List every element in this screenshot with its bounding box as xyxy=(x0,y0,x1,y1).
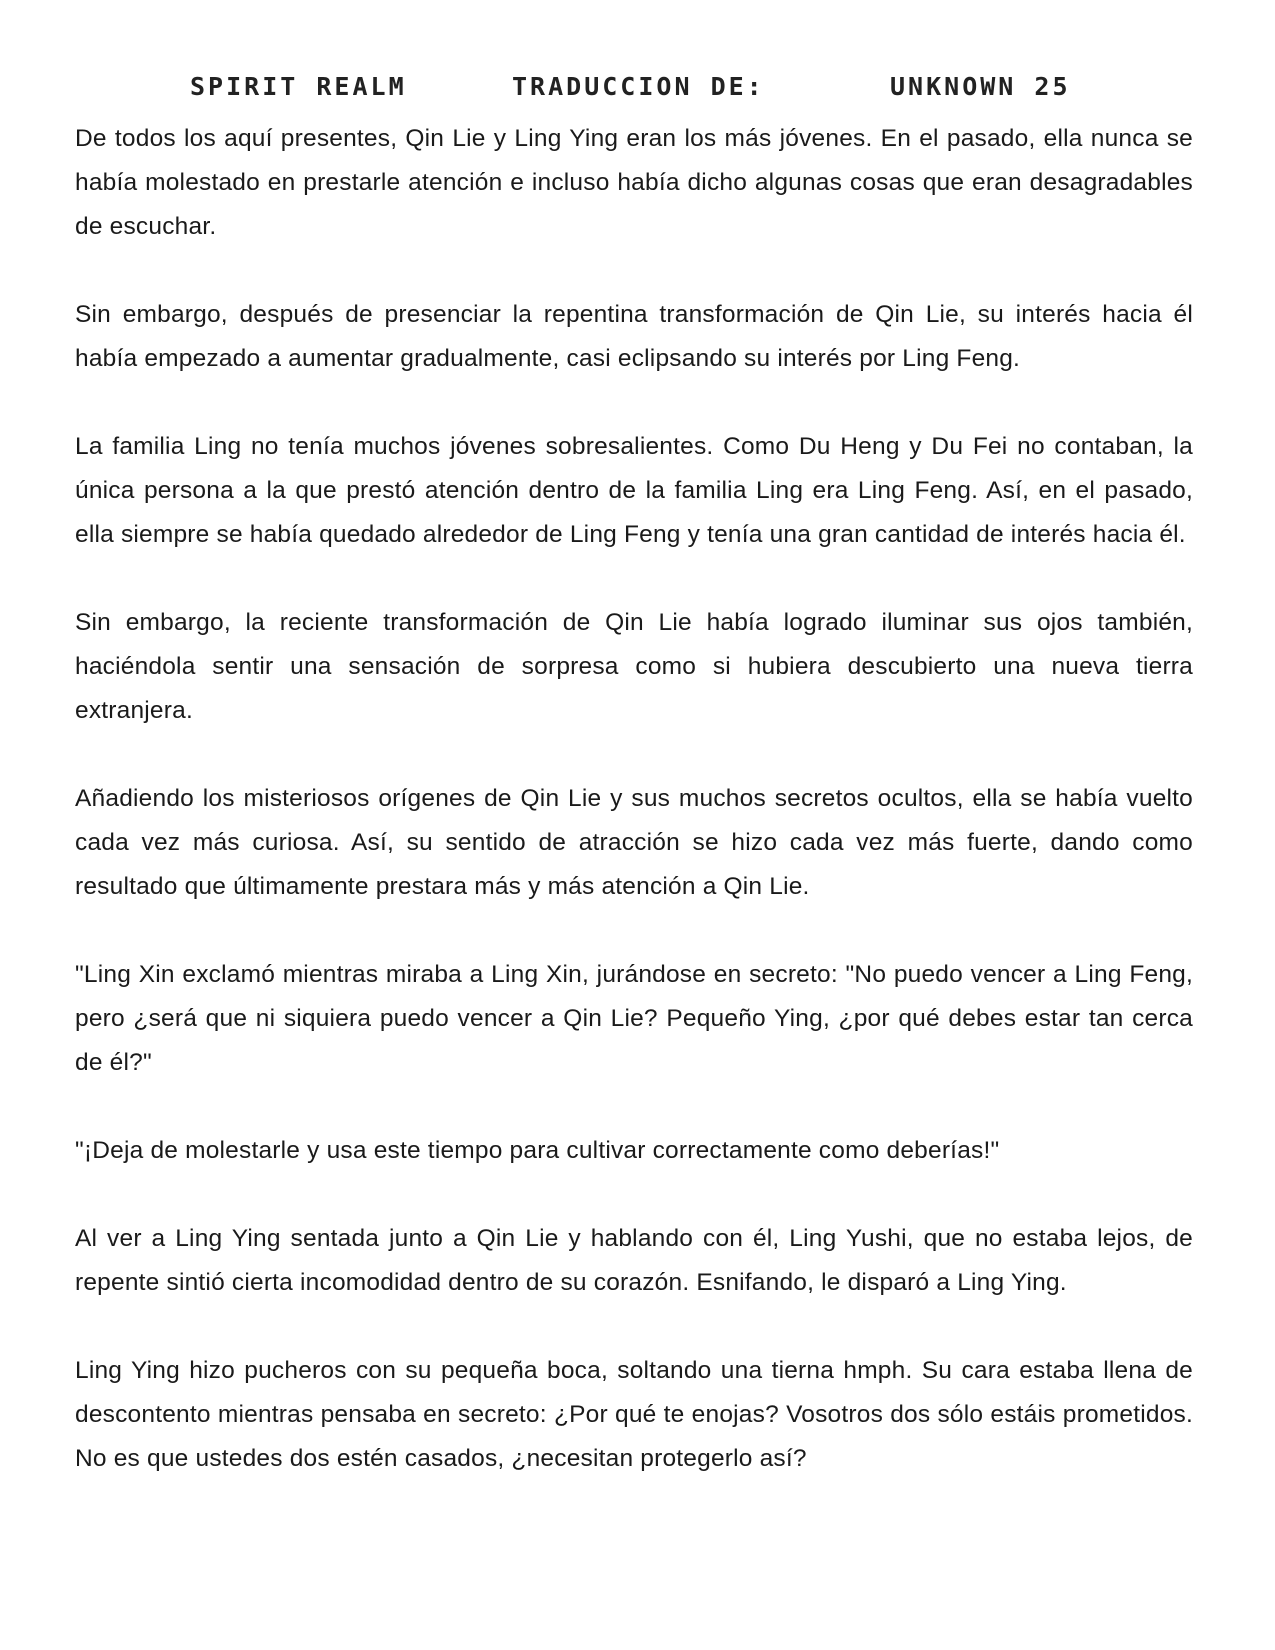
header-translator-name: UNKNOWN 25 xyxy=(890,72,1071,101)
paragraph-1: De todos los aquí presentes, Qin Lie y Ling Ying eran los más jóvenes. En el pasado, ella nunca se había molestado en prestarle atención e incluso había dicho algunas cosas que eran desagradables de escuchar. xyxy=(75,125,1193,240)
page-header xyxy=(0,72,1275,112)
paragraph-4: Sin embargo, la reciente transformación de Qin Lie había logrado iluminar sus ojos también, haciéndola sentir una sensación de sorpresa como si hubiera descubierto una nueva tierra extranjera. xyxy=(75,609,1193,724)
paragraph-5: Añadiendo los misteriosos orígenes de Qin Lie y sus muchos secretos ocultos, ella se había vuelto cada vez más curiosa. Así, su sentido de atracción se hizo cada vez más fuerte, dando como resultado que últimamente prestara más y más atención a Qin Lie. xyxy=(75,785,1193,900)
paragraph-2: Sin embargo, después de presenciar la repentina transformación de Qin Lie, su interés hacia él había empezado a aumentar gradualmente, casi eclipsando su interés por Ling Feng. xyxy=(75,301,1193,372)
paragraph-6: "Ling Xin exclamó mientras miraba a Ling Xin, jurándose en secreto: "No puedo vencer a Ling Feng, pero ¿será que ni siquiera puedo vencer a Qin Lie? Pequeño Ying, ¿por qué debes estar tan cerca de él?" xyxy=(75,961,1193,1076)
header-series-title: SPIRIT REALM xyxy=(190,72,407,101)
paragraph-9: Ling Ying hizo pucheros con su pequeña boca, soltando una tierna hmph. Su cara estaba llena de descontento mientras pensaba en secreto: ¿Por qué te enojas? Vosotros dos sólo estáis prometidos. No es que ustedes dos estén casados, ¿necesitan protegerlo así? xyxy=(75,1357,1193,1472)
paragraph-3: La familia Ling no tenía muchos jóvenes sobresalientes. Como Du Heng y Du Fei no contaban, la única persona a la que prestó atención dentro de la familia Ling era Ling Feng. Así, en el pasado, ella siempre se había quedado alrededor de Ling Feng y tenía una gran cantidad de interés hacia él. xyxy=(75,433,1193,548)
paragraph-8: Al ver a Ling Ying sentada junto a Qin Lie y hablando con él, Ling Yushi, que no estaba lejos, de repente sintió cierta incomodidad dentro de su corazón. Esnifando, le disparó a Ling Ying. xyxy=(75,1225,1193,1296)
document-body xyxy=(75,117,1193,1525)
paragraph-7: "¡Deja de molestarle y usa este tiempo para cultivar correctamente como deberías!" xyxy=(75,1137,1000,1164)
header-translation-label: TRADUCCION DE: xyxy=(512,72,765,101)
